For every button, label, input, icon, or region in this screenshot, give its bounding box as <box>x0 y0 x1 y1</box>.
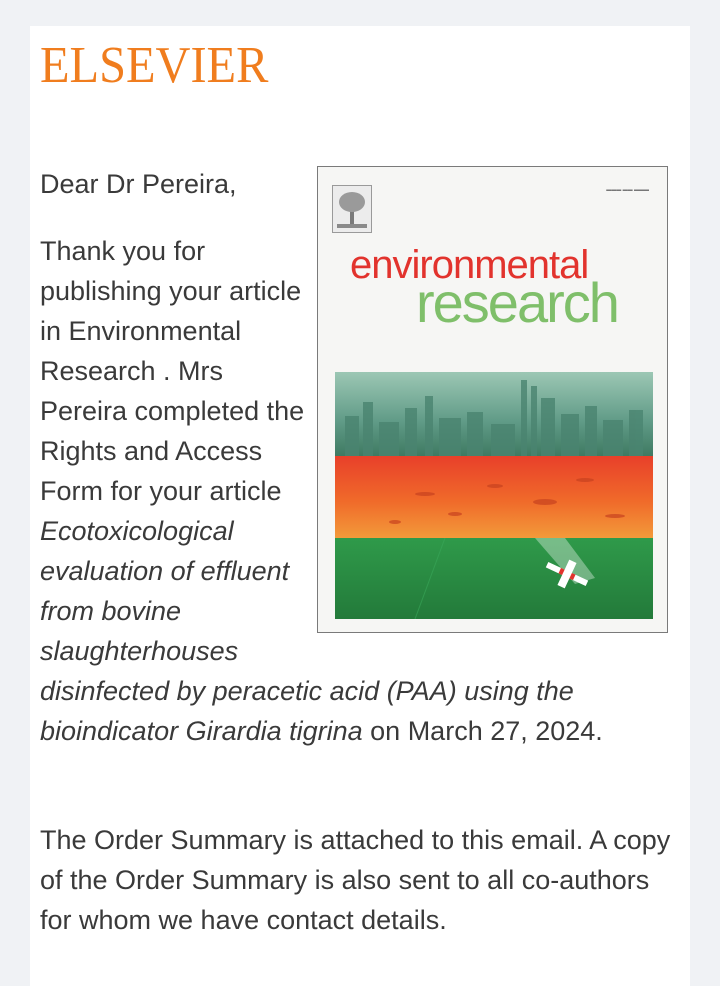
cover-issue-info: ▬▬▬ ▬▬ ▬▬▬ <box>606 187 649 193</box>
journal-cover-image <box>317 166 668 633</box>
article-title: Ecotoxicological evaluation of effluent from bovine slaughterhouses disinfected by peracetic acid (PAA) using the bioindicator Girardia tigrina <box>40 516 574 746</box>
greeting: Dear Dr Pereira, <box>40 169 237 199</box>
cover-title-line-2: research <box>416 271 618 334</box>
message-text-b: on March 27, 2024. <box>362 716 603 746</box>
cover-soil-band <box>335 456 653 538</box>
cover-field-band <box>335 538 653 619</box>
message-text-a: Thank you for publishing your article in Environmental Research . Mrs Pereira completed the Rights and Access Form for your article <box>40 236 305 506</box>
elsevier-tree-icon <box>332 185 372 233</box>
cover-title-line-1: environmental <box>350 243 589 287</box>
email-card <box>30 26 690 986</box>
cover-city-band <box>335 372 653 456</box>
message-paragraph-2: The Order Summary is attached to this email. A copy of the Order Summary is also sent to all co-authors for whom we have contact details. <box>40 825 671 935</box>
elsevier-logo: ELSEVIER <box>40 37 269 94</box>
